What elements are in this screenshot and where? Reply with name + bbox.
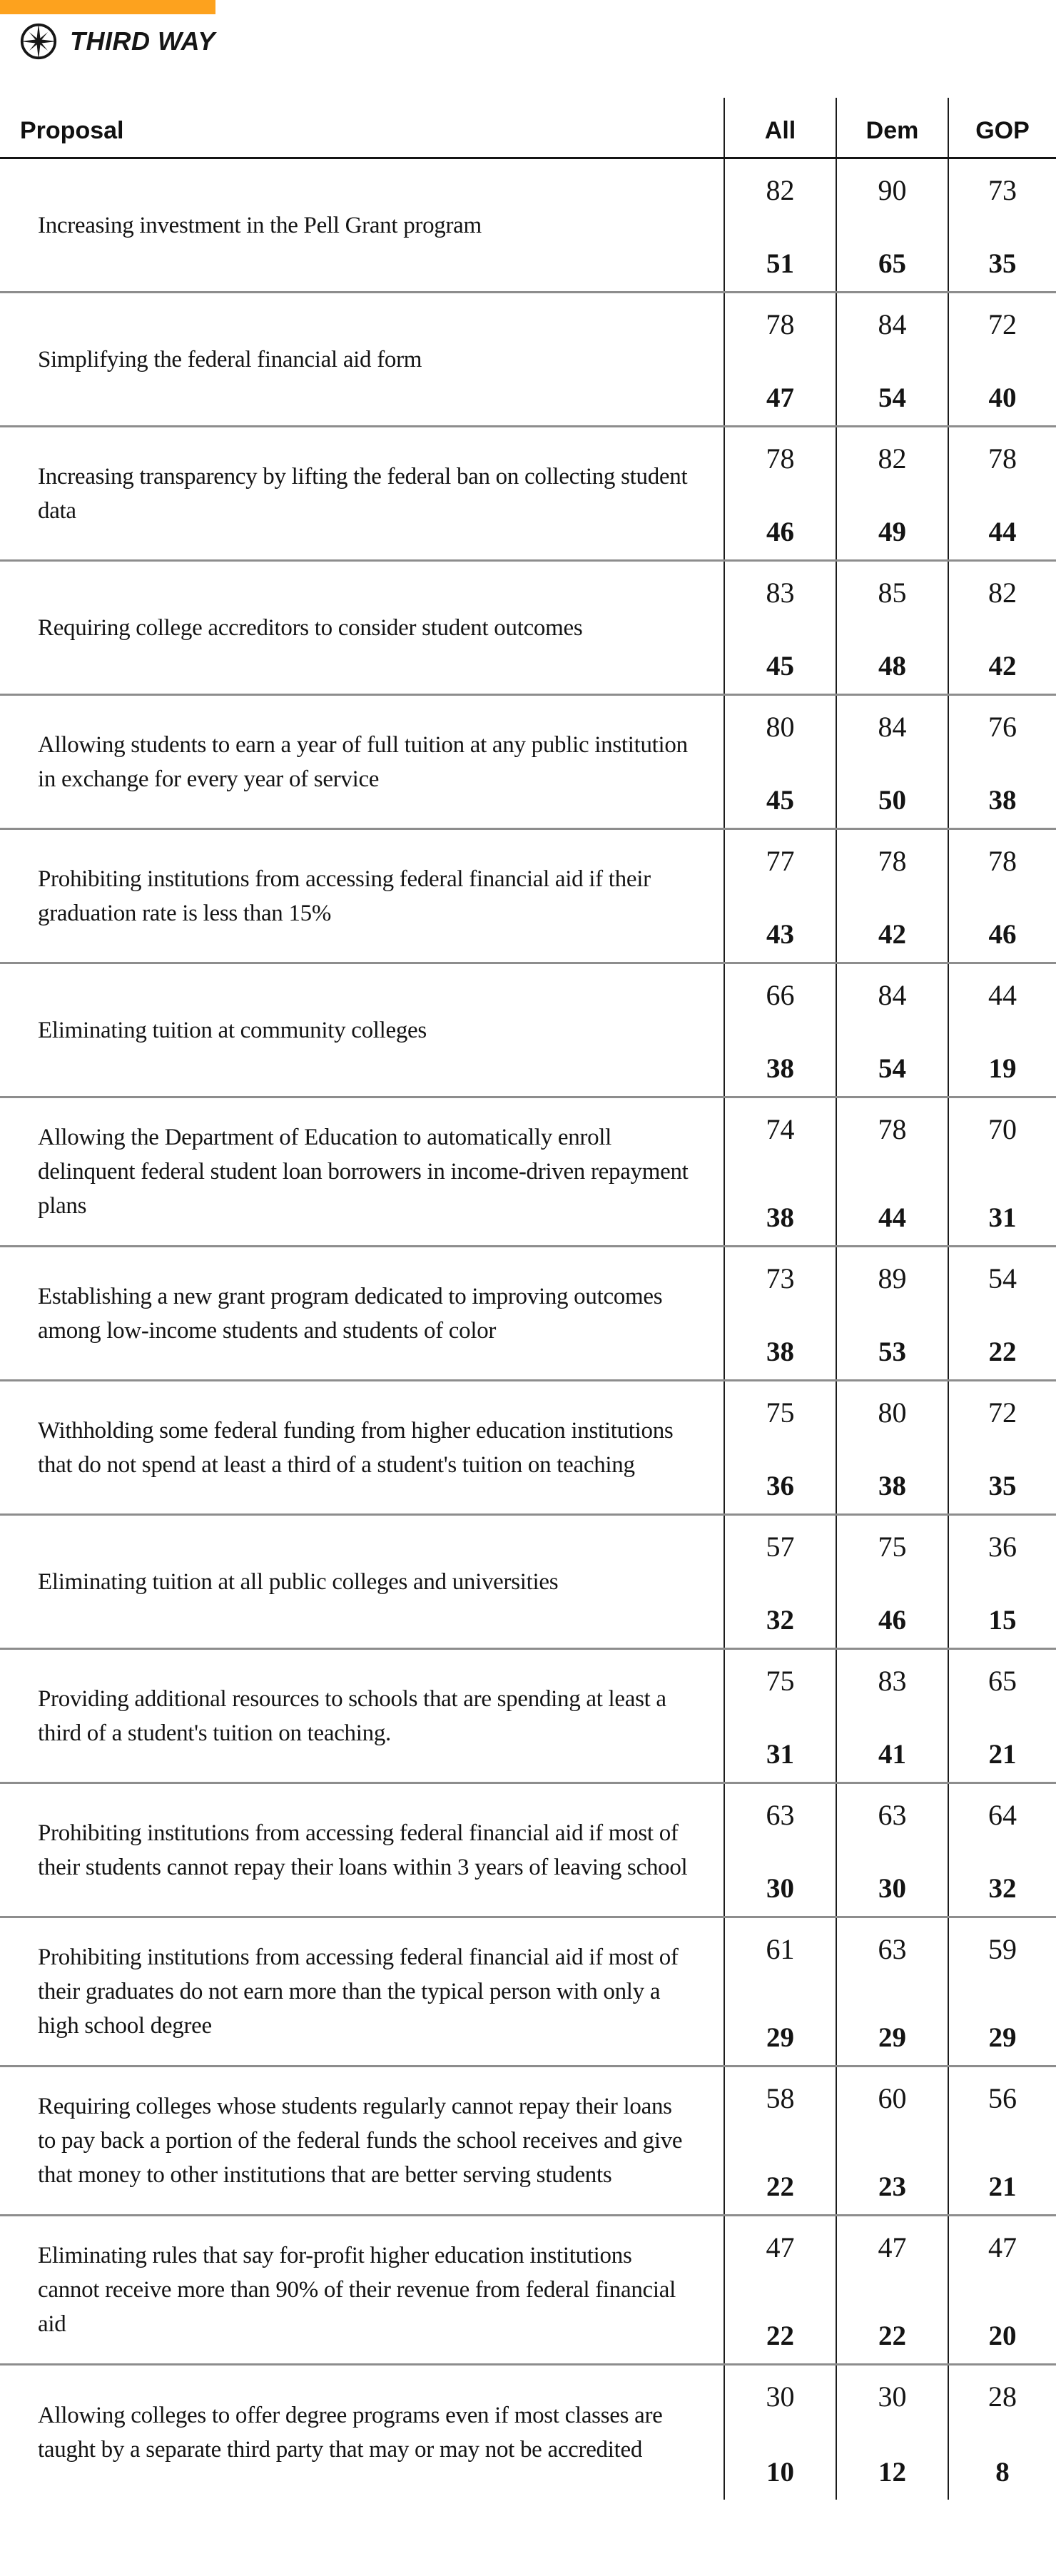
all-top-value: 75 — [766, 1396, 795, 1429]
dem-bottom-value: 48 — [878, 651, 906, 681]
gop-values-cell — [948, 1247, 1056, 1379]
gop-top-value: 82 — [988, 577, 1017, 609]
gop-bottom-value: 40 — [988, 382, 1017, 413]
table-body — [0, 159, 1056, 2500]
all-bottom-value: 38 — [766, 1202, 794, 1233]
all-values-cell — [724, 2216, 836, 2363]
gop-bottom-value: 46 — [988, 919, 1017, 950]
dem-top-value: 85 — [878, 577, 907, 609]
gop-top-value: 28 — [988, 2380, 1017, 2413]
proposal-text-cell — [0, 159, 724, 291]
proposal-text: Eliminating rules that say for-profit higher education institutions cannot receive more than 90% of their revenue from federal financial aid — [38, 2243, 676, 2337]
dem-bottom-value: 50 — [878, 785, 906, 816]
gop-bottom-value: 22 — [988, 1337, 1017, 1367]
all-values-cell — [724, 562, 836, 694]
gop-top-value: 76 — [988, 711, 1017, 743]
gop-values-cell — [948, 1381, 1056, 1513]
all-top-value: 63 — [766, 1799, 795, 1831]
dem-bottom-value: 12 — [878, 2457, 906, 2488]
proposal-text: Allowing the Department of Education to automatically enroll delinquent federal student loan borrowers in income-driven repayment plans — [38, 1125, 689, 1219]
proposal-text-cell — [0, 1784, 724, 1916]
table-row — [0, 159, 1056, 293]
gop-values-cell — [948, 562, 1056, 694]
dem-top-value: 84 — [878, 711, 907, 743]
all-bottom-value: 29 — [766, 2022, 794, 2053]
table-row — [0, 293, 1056, 427]
dem-values-cell — [836, 1784, 948, 1916]
dem-values-cell — [836, 2365, 948, 2500]
table-row — [0, 830, 1056, 964]
proposal-text: Withholding some federal funding from higher education institutions that do not spend at least a third of a student's tuition on teaching — [38, 1417, 674, 1478]
column-header-all: All — [724, 98, 836, 157]
proposal-text: Providing additional resources to schools that are spending at least a third of a student's tuition on teaching. — [38, 1685, 666, 1746]
all-bottom-value: 31 — [766, 1739, 794, 1770]
proposal-text-cell — [0, 964, 724, 1096]
dem-values-cell — [836, 1650, 948, 1782]
all-values-cell — [724, 1918, 836, 2065]
column-header-dem: Dem — [836, 98, 948, 157]
dem-values-cell — [836, 2067, 948, 2214]
gop-bottom-value: 21 — [988, 1739, 1017, 1770]
all-bottom-value: 47 — [766, 382, 794, 413]
dem-bottom-value: 30 — [878, 1873, 906, 1904]
all-bottom-value: 22 — [766, 2171, 794, 2202]
all-bottom-value: 10 — [766, 2457, 794, 2488]
all-top-value: 83 — [766, 577, 795, 609]
proposal-text: Requiring colleges whose students regularly cannot repay their loans to pay back a portion of the federal funds the school receives and give that money to other institutions that are better serving students — [38, 2094, 683, 2188]
gop-values-cell — [948, 1098, 1056, 1245]
dem-top-value: 80 — [878, 1396, 907, 1429]
dem-top-value: 47 — [878, 2231, 907, 2263]
gop-bottom-value: 32 — [988, 1873, 1017, 1904]
proposal-text: Eliminating tuition at all public colleges and universities — [38, 1568, 559, 1595]
proposal-text-cell — [0, 427, 724, 559]
all-top-value: 47 — [766, 2231, 795, 2263]
proposal-text-cell — [0, 2216, 724, 2363]
dem-values-cell — [836, 1516, 948, 1648]
all-values-cell — [724, 1784, 836, 1916]
all-bottom-value: 38 — [766, 1053, 794, 1084]
dem-top-value: 78 — [878, 845, 907, 877]
proposal-text: Prohibiting institutions from accessing federal financial aid if most of their students cannot repay their loans within 3 years of leaving school — [38, 1820, 688, 1880]
dem-values-cell — [836, 293, 948, 425]
all-bottom-value: 51 — [766, 248, 794, 279]
proposal-text-cell — [0, 2067, 724, 2214]
brand-header — [19, 21, 1056, 62]
dem-values-cell — [836, 562, 948, 694]
all-values-cell — [724, 964, 836, 1096]
table-row — [0, 2067, 1056, 2216]
all-bottom-value: 45 — [766, 651, 794, 681]
all-top-value: 74 — [766, 1113, 795, 1145]
dem-top-value: 60 — [878, 2082, 907, 2114]
table-row — [0, 427, 1056, 562]
proposal-text-cell — [0, 1650, 724, 1782]
proposal-text-cell — [0, 1247, 724, 1379]
all-values-cell — [724, 159, 836, 291]
dem-bottom-value: 41 — [878, 1739, 906, 1770]
dem-values-cell — [836, 696, 948, 828]
gop-bottom-value: 31 — [988, 1202, 1017, 1233]
gop-values-cell — [948, 2067, 1056, 2214]
all-top-value: 78 — [766, 308, 795, 340]
proposal-text-cell — [0, 1516, 724, 1648]
gop-values-cell — [948, 1650, 1056, 1782]
all-values-cell — [724, 830, 836, 962]
dem-bottom-value: 42 — [878, 919, 906, 950]
gop-top-value: 78 — [988, 845, 1017, 877]
gop-values-cell — [948, 293, 1056, 425]
proposal-text-cell — [0, 562, 724, 694]
dem-top-value: 30 — [878, 2380, 907, 2413]
all-top-value: 75 — [766, 1665, 795, 1697]
dem-top-value: 84 — [878, 308, 907, 340]
all-values-cell — [724, 2365, 836, 2500]
all-bottom-value: 38 — [766, 1337, 794, 1367]
column-header-gop: GOP — [948, 98, 1056, 157]
gop-top-value: 78 — [988, 442, 1017, 475]
proposal-text-cell — [0, 830, 724, 962]
dem-bottom-value: 46 — [878, 1605, 906, 1636]
gop-top-value: 59 — [988, 1933, 1017, 1965]
gop-bottom-value: 38 — [988, 785, 1017, 816]
third-way-compass-logo-icon — [19, 22, 58, 61]
all-top-value: 73 — [766, 1262, 795, 1294]
all-values-cell — [724, 427, 836, 559]
gop-values-cell — [948, 1918, 1056, 2065]
dem-bottom-value: 54 — [878, 1053, 906, 1084]
dem-values-cell — [836, 159, 948, 291]
dem-top-value: 78 — [878, 1113, 907, 1145]
gop-values-cell — [948, 1784, 1056, 1916]
dem-bottom-value: 23 — [878, 2171, 906, 2202]
dem-bottom-value: 65 — [878, 248, 906, 279]
gop-top-value: 56 — [988, 2082, 1017, 2114]
gop-values-cell — [948, 2216, 1056, 2363]
gop-top-value: 47 — [988, 2231, 1017, 2263]
all-values-cell — [724, 1650, 836, 1782]
gop-top-value: 65 — [988, 1665, 1017, 1697]
table-header-row — [0, 98, 1056, 159]
all-values-cell — [724, 1381, 836, 1513]
gop-top-value: 72 — [988, 1396, 1017, 1429]
gop-values-cell — [948, 830, 1056, 962]
all-bottom-value: 32 — [766, 1605, 794, 1636]
table-row — [0, 1650, 1056, 1784]
poll-results-table — [0, 98, 1056, 2500]
proposal-text: Prohibiting institutions from accessing federal financial aid if most of their graduates do not earn more than the typical person with only a high school degree — [38, 1944, 679, 2039]
all-top-value: 66 — [766, 979, 795, 1011]
table-row — [0, 1918, 1056, 2067]
all-values-cell — [724, 1247, 836, 1379]
proposal-text: Establishing a new grant program dedicated to improving outcomes among low-income students and students of color — [38, 1283, 663, 1344]
gop-bottom-value: 8 — [995, 2457, 1010, 2488]
all-top-value: 30 — [766, 2380, 795, 2413]
gop-values-cell — [948, 159, 1056, 291]
proposal-text-cell — [0, 1918, 724, 2065]
dem-values-cell — [836, 427, 948, 559]
table-row — [0, 1784, 1056, 1918]
proposal-text: Prohibiting institutions from accessing federal financial aid if their graduation rate is less than 15% — [38, 866, 651, 926]
all-values-cell — [724, 2067, 836, 2214]
gop-bottom-value: 20 — [988, 2321, 1017, 2351]
dem-top-value: 82 — [878, 442, 907, 475]
all-values-cell — [724, 1516, 836, 1648]
proposal-text-cell — [0, 1098, 724, 1245]
proposal-text: Increasing transparency by lifting the federal ban on collecting student data — [38, 463, 688, 524]
all-top-value: 80 — [766, 711, 795, 743]
proposal-text-cell — [0, 1381, 724, 1513]
column-header-proposal: Proposal — [20, 117, 124, 144]
dem-top-value: 63 — [878, 1933, 907, 1965]
proposal-text: Allowing colleges to offer degree programs even if most classes are taught by a separate third party that may or may not be accredited — [38, 2403, 663, 2463]
all-values-cell — [724, 293, 836, 425]
dem-bottom-value: 29 — [878, 2022, 906, 2053]
all-top-value: 78 — [766, 442, 795, 475]
gop-bottom-value: 35 — [988, 1471, 1017, 1501]
gop-bottom-value: 21 — [988, 2171, 1017, 2202]
dem-bottom-value: 49 — [878, 517, 906, 547]
dem-bottom-value: 22 — [878, 2321, 906, 2351]
all-top-value: 77 — [766, 845, 795, 877]
all-top-value: 61 — [766, 1933, 795, 1965]
dem-values-cell — [836, 1247, 948, 1379]
dem-bottom-value: 38 — [878, 1471, 906, 1501]
all-bottom-value: 22 — [766, 2321, 794, 2351]
dem-values-cell — [836, 1098, 948, 1245]
gop-bottom-value: 19 — [988, 1053, 1017, 1084]
table-row — [0, 2216, 1056, 2365]
table-row — [0, 2365, 1056, 2500]
dem-values-cell — [836, 1381, 948, 1513]
gop-top-value: 36 — [988, 1531, 1017, 1563]
gop-bottom-value: 15 — [988, 1605, 1017, 1636]
proposal-text: Eliminating tuition at community colleges — [38, 1017, 427, 1043]
gop-top-value: 64 — [988, 1799, 1017, 1831]
all-bottom-value: 46 — [766, 517, 794, 547]
all-values-cell — [724, 1098, 836, 1245]
proposal-text-cell — [0, 696, 724, 828]
gop-top-value: 70 — [988, 1113, 1017, 1145]
gop-bottom-value: 44 — [988, 517, 1017, 547]
gop-values-cell — [948, 1516, 1056, 1648]
dem-values-cell — [836, 830, 948, 962]
proposal-text: Allowing students to earn a year of full tuition at any public institution in exchange for every year of service — [38, 731, 688, 792]
gop-bottom-value: 29 — [988, 2022, 1017, 2053]
gop-top-value: 44 — [988, 979, 1017, 1011]
proposal-text-cell — [0, 293, 724, 425]
proposal-text-cell — [0, 2365, 724, 2500]
dem-bottom-value: 54 — [878, 382, 906, 413]
gop-values-cell — [948, 427, 1056, 559]
gop-values-cell — [948, 964, 1056, 1096]
dem-values-cell — [836, 964, 948, 1096]
dem-top-value: 84 — [878, 979, 907, 1011]
proposal-text: Simplifying the federal financial aid form — [38, 346, 422, 372]
table-row — [0, 1247, 1056, 1381]
table-row — [0, 1098, 1056, 1247]
table-row — [0, 1381, 1056, 1516]
gop-top-value: 73 — [988, 174, 1017, 206]
all-top-value: 58 — [766, 2082, 795, 2114]
proposal-text: Increasing investment in the Pell Grant program — [38, 212, 482, 238]
gop-bottom-value: 42 — [988, 651, 1017, 681]
table-row — [0, 696, 1056, 830]
all-bottom-value: 43 — [766, 919, 794, 950]
all-bottom-value: 36 — [766, 1471, 794, 1501]
dem-top-value: 63 — [878, 1799, 907, 1831]
all-bottom-value: 45 — [766, 785, 794, 816]
dem-top-value: 75 — [878, 1531, 907, 1563]
all-bottom-value: 30 — [766, 1873, 794, 1904]
table-row — [0, 562, 1056, 696]
gop-top-value: 54 — [988, 1262, 1017, 1294]
gop-top-value: 72 — [988, 308, 1017, 340]
gop-values-cell — [948, 2365, 1056, 2500]
gop-bottom-value: 35 — [988, 248, 1017, 279]
all-top-value: 57 — [766, 1531, 795, 1563]
all-top-value: 82 — [766, 174, 795, 206]
brand-name: THIRD WAY — [70, 26, 215, 56]
table-row — [0, 1516, 1056, 1650]
table-row — [0, 964, 1056, 1098]
dem-top-value: 89 — [878, 1262, 907, 1294]
dem-bottom-value: 44 — [878, 1202, 906, 1233]
dem-top-value: 90 — [878, 174, 907, 206]
gop-values-cell — [948, 696, 1056, 828]
dem-values-cell — [836, 2216, 948, 2363]
dem-values-cell — [836, 1918, 948, 2065]
dem-top-value: 83 — [878, 1665, 907, 1697]
all-values-cell — [724, 696, 836, 828]
dem-bottom-value: 53 — [878, 1337, 906, 1367]
proposal-text: Requiring college accreditors to consider student outcomes — [38, 614, 583, 641]
accent-bar — [0, 0, 215, 14]
